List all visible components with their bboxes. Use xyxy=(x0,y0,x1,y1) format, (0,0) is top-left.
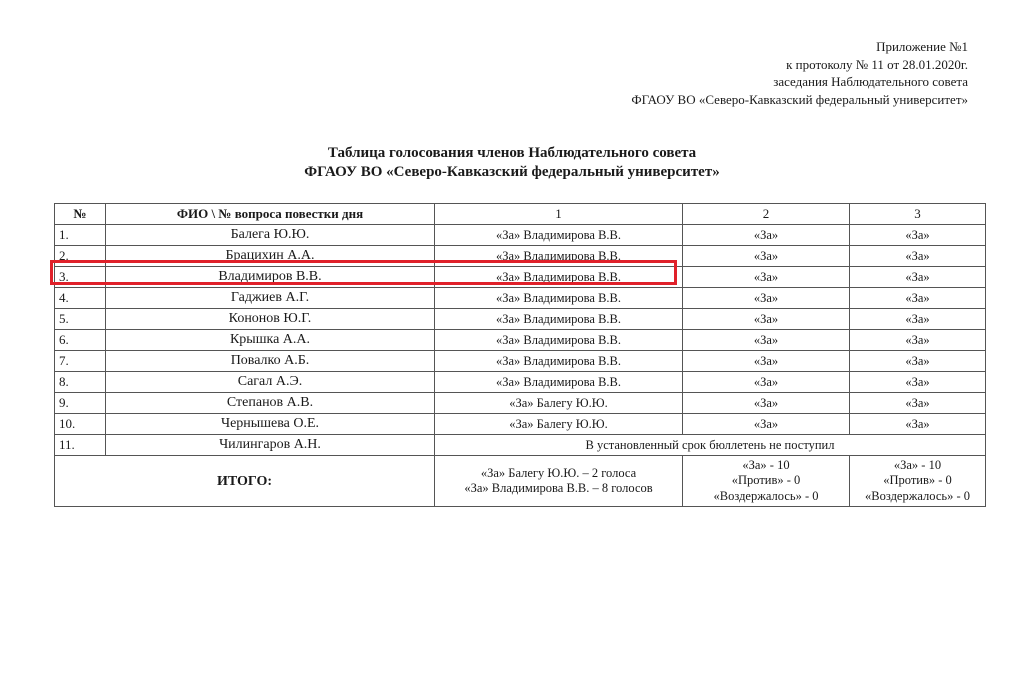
row-number: 8. xyxy=(55,372,106,393)
vote-question-3: «За» xyxy=(850,372,986,393)
no-ballot-note: В установленный срок бюллетень не поступил xyxy=(435,435,986,456)
vote-question-1: «За» Владимирова В.В. xyxy=(435,225,683,246)
vote-question-1: «За» Владимирова В.В. xyxy=(435,246,683,267)
row-number: 10. xyxy=(55,414,106,435)
total-q3-line-3: «Воздержалось» - 0 xyxy=(865,488,970,503)
total-q1-line-1: «За» Балегу Ю.Ю. – 2 голоса xyxy=(480,465,637,480)
member-name: Степанов А.В. xyxy=(106,393,435,414)
vote-question-1: «За» Балегу Ю.Ю. xyxy=(435,414,683,435)
member-name: Крышка А.А. xyxy=(106,330,435,351)
vote-question-2: «За» xyxy=(683,288,850,309)
vote-question-3: «За» xyxy=(850,414,986,435)
vote-question-2: «За» xyxy=(683,225,850,246)
row-number: 7. xyxy=(55,351,106,372)
vote-question-2: «За» xyxy=(683,330,850,351)
total-question-1 xyxy=(435,456,683,507)
row-number: 5. xyxy=(55,309,106,330)
table-row xyxy=(55,225,986,246)
total-label: ИТОГО: xyxy=(55,456,435,507)
total-question-2 xyxy=(683,456,850,507)
vote-question-2: «За» xyxy=(683,393,850,414)
vote-question-1: «За» Владимирова В.В. xyxy=(435,309,683,330)
table-row xyxy=(55,393,986,414)
vote-question-2: «За» xyxy=(683,372,850,393)
vote-question-2: «За» xyxy=(683,246,850,267)
row-number: 4. xyxy=(55,288,106,309)
header-question-2: 2 xyxy=(683,204,850,225)
row-number: 6. xyxy=(55,330,106,351)
vote-question-3: «За» xyxy=(850,288,986,309)
header-question-3: 3 xyxy=(850,204,986,225)
vote-question-1: «За» Владимирова В.В. xyxy=(435,267,683,288)
table-row xyxy=(55,414,986,435)
table-row xyxy=(55,372,986,393)
table-row xyxy=(55,330,986,351)
total-q2-line-3: «Воздержалось» - 0 xyxy=(713,488,819,503)
total-q1-line-2: «За» Владимирова В.В. – 8 голосов xyxy=(464,481,653,495)
table-row xyxy=(55,351,986,372)
member-name: Кононов Ю.Г. xyxy=(106,309,435,330)
header-question-1: 1 xyxy=(435,204,683,225)
row-number: 3. xyxy=(55,267,106,288)
vote-question-1: «За» Владимирова В.В. xyxy=(435,330,683,351)
total-q3-line-1: «За» - 10 xyxy=(893,457,942,472)
member-name: Владимиров В.В. xyxy=(106,267,435,288)
total-q3-line-2: «Против» - 0 xyxy=(883,473,952,488)
member-name: Чернышева О.Е. xyxy=(106,414,435,435)
member-name: Гаджиев А.Г. xyxy=(106,288,435,309)
vote-question-2: «За» xyxy=(683,309,850,330)
member-name: Балега Ю.Ю. xyxy=(106,225,435,246)
table-row-no-ballot xyxy=(55,435,986,456)
appendix-line-1: Приложение №1 xyxy=(876,39,968,54)
appendix-line-3: заседания Наблюдательного совета xyxy=(773,74,968,89)
member-name: Повалко А.Б. xyxy=(106,351,435,372)
row-number: 11. xyxy=(55,435,106,456)
vote-question-3: «За» xyxy=(850,309,986,330)
appendix-line-2: к протоколу № 11 от 28.01.2020г. xyxy=(786,56,968,72)
vote-question-1: «За» Владимирова В.В. xyxy=(435,372,683,393)
row-number: 9. xyxy=(55,393,106,414)
member-name: Чилингаров А.Н. xyxy=(106,435,435,456)
header-name-question: ФИО \ № вопроса повестки дня xyxy=(106,204,435,225)
table-row xyxy=(55,288,986,309)
row-number: 2. xyxy=(55,246,106,267)
vote-question-2: «За» xyxy=(683,351,850,372)
member-name: Брацихин А.А. xyxy=(106,246,435,267)
vote-question-3: «За» xyxy=(850,225,986,246)
document-title-line-1: Таблица голосования членов Наблюдательного совета xyxy=(327,145,697,161)
document-title-line-2: ФГАОУ ВО «Северо-Кавказский федеральный университет» xyxy=(304,164,720,180)
row-number: 1. xyxy=(55,225,106,246)
vote-question-2: «За» xyxy=(683,267,850,288)
header-number: № xyxy=(55,204,106,225)
total-row xyxy=(55,456,986,507)
vote-question-3: «За» xyxy=(850,393,986,414)
vote-question-1: «За» Владимирова В.В. xyxy=(435,288,683,309)
total-q2-line-1: «За» - 10 xyxy=(742,457,790,472)
table-row xyxy=(55,309,986,330)
vote-question-3: «За» xyxy=(850,351,986,372)
appendix-note xyxy=(631,38,968,108)
total-q2-line-2: «Против» - 0 xyxy=(731,473,801,488)
vote-question-2: «За» xyxy=(683,414,850,435)
total-question-3 xyxy=(850,456,986,507)
vote-question-1: «За» Владимирова В.В. xyxy=(435,351,683,372)
row-highlight-frame xyxy=(50,260,677,285)
vote-question-3: «За» xyxy=(850,330,986,351)
table-header-row xyxy=(55,204,986,225)
vote-question-1: «За» Балегу Ю.Ю. xyxy=(435,393,683,414)
appendix-line-4: ФГАОУ ВО «Северо-Кавказский федеральный университет» xyxy=(631,91,968,107)
vote-question-3: «За» xyxy=(850,246,986,267)
vote-question-3: «За» xyxy=(850,267,986,288)
member-name: Сагал А.Э. xyxy=(106,372,435,393)
voting-table xyxy=(54,203,986,507)
